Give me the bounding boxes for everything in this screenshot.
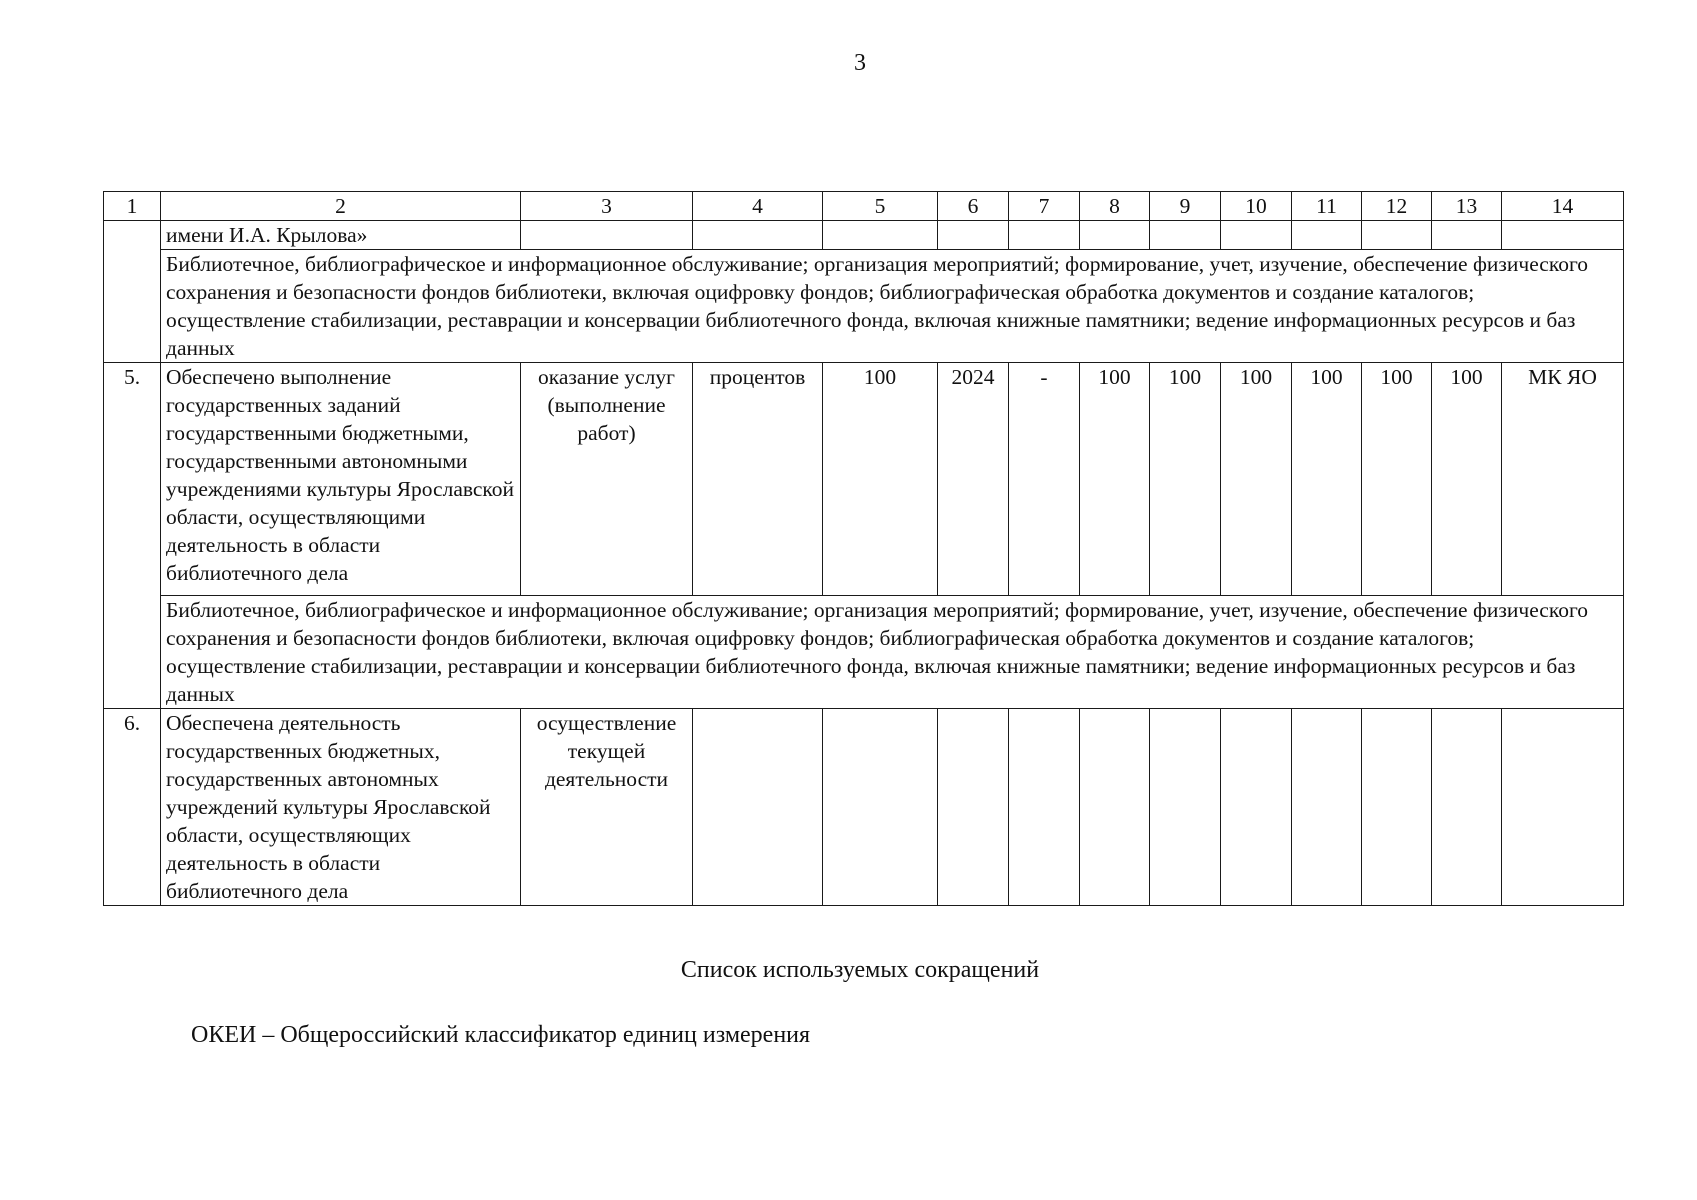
description-block-2: Библиотечное, библиографическое и информационное обслуживание; организация мероприятий; формирование, учет, изучение, обеспечение физического сохранения и безопасности фондов библиотеки, включая оцифровку фондов; библиографическая обработка документов и создание каталогов; осуществление стабилизации, реставрации и консервации библиотечного фонда, включая книжные памятники; ведение информационных ресурсов и баз данных (161, 596, 1624, 709)
table-row-description-2 (104, 596, 1624, 709)
header-col-12: 12 (1362, 192, 1432, 221)
table-row-description-1 (104, 250, 1624, 363)
indicators-table (103, 191, 1624, 906)
table-header-row (104, 192, 1624, 221)
row5-col9: 100 (1150, 363, 1221, 596)
header-col-3: 3 (521, 192, 693, 221)
row5-col8: 100 (1080, 363, 1150, 596)
row5-col11: 100 (1292, 363, 1362, 596)
row5-base-year: 2024 (938, 363, 1009, 596)
abbreviations-heading: Список используемых сокращений (680, 957, 1040, 983)
cell-name-continuation: имени И.А. Крылова» (161, 221, 521, 250)
row6-number: 6. (104, 709, 161, 906)
cell-num-continuation (104, 221, 161, 363)
header-col-1: 1 (104, 192, 161, 221)
abbreviation-okei: ОКЕИ – Общероссийский классификатор единиц измерения (191, 1022, 811, 1048)
header-col-6: 6 (938, 192, 1009, 221)
table-row-6 (104, 709, 1624, 906)
row6-type: осуществление текущей деятельности (521, 709, 693, 906)
header-col-14: 14 (1502, 192, 1624, 221)
row5-col10: 100 (1221, 363, 1292, 596)
page-number: 3 (854, 50, 866, 76)
description-block-1: Библиотечное, библиографическое и информационное обслуживание; организация мероприятий; формирование, учет, изучение, обеспечение физического сохранения и безопасности фондов библиотеки, включая оцифровку фондов; библиографическая обработка документов и создание каталогов; осуществление стабилизации, реставрации и консервации библиотечного фонда, включая книжные памятники; ведение информационных ресурсов и баз данных (161, 250, 1624, 363)
row5-unit: процентов (693, 363, 823, 596)
row5-col7: - (1009, 363, 1080, 596)
header-col-8: 8 (1080, 192, 1150, 221)
header-col-13: 13 (1432, 192, 1502, 221)
header-col-5: 5 (823, 192, 938, 221)
header-col-9: 9 (1150, 192, 1221, 221)
header-col-11: 11 (1292, 192, 1362, 221)
row5-col13: 100 (1432, 363, 1502, 596)
header-col-4: 4 (693, 192, 823, 221)
row5-type: оказание услуг (выполнение работ) (521, 363, 693, 596)
row5-base-value: 100 (823, 363, 938, 596)
row5-number: 5. (104, 363, 161, 709)
header-col-10: 10 (1221, 192, 1292, 221)
row5-col12: 100 (1362, 363, 1432, 596)
table-row-continuation (104, 221, 1624, 250)
header-col-2: 2 (161, 192, 521, 221)
row6-name: Обеспечена деятельность государственных бюджетных, государственных автономных учреждений культуры Ярославской области, осуществляющих деятельность в области библиотечного дела (161, 709, 521, 906)
table-row-5 (104, 363, 1624, 596)
row5-name: Обеспечено выполнение государственных заданий государственными бюджетными, государственными автономными учреждениями культуры Ярославской области, осуществляющими деятельность в области библиотечного дела (161, 363, 521, 596)
row5-col14: МК ЯО (1502, 363, 1624, 596)
header-col-7: 7 (1009, 192, 1080, 221)
